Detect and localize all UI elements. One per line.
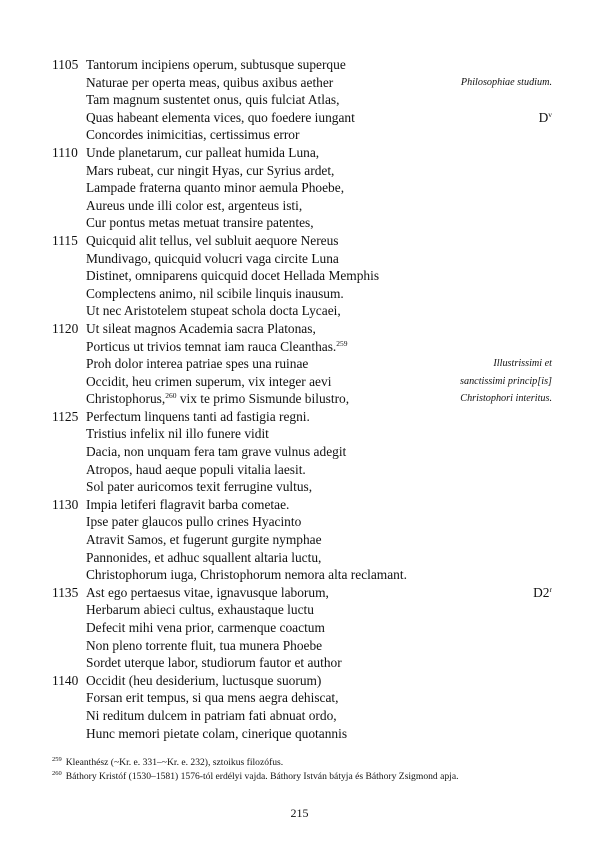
footnote-number: 260: [52, 770, 62, 777]
verse-text: Porticus ut trivios temnat iam rauca Cleanthas.$^{259}$: [86, 338, 348, 354]
verse-line: [52, 707, 552, 725]
footnote-text: Báthory Kristóf (1530–1581) 1576-tól erdélyi vajda. Báthory István bátyja és Báthory Zsigmond apja.: [65, 771, 459, 782]
verse-text: Concordes inimicitias, certissimus error: [86, 127, 300, 143]
verse-line: [52, 56, 552, 74]
marginal-note: sanctissimi princip[is]: [460, 375, 552, 387]
verse-line: [52, 672, 552, 690]
verse-line: [52, 232, 552, 250]
verse-line: [52, 267, 552, 285]
verse-line: [52, 637, 552, 655]
verse-line: [52, 496, 552, 514]
verse-text: Christophorus,$^{260}$ vix te primo Sismunde bilustro,: [86, 391, 350, 407]
verse-line: [52, 549, 552, 567]
line-number: 1130: [52, 496, 79, 512]
verse-line: [52, 425, 552, 443]
verse-text: Ipse pater glaucos pullo crines Hyacinto: [86, 514, 302, 530]
footnotes: [52, 756, 552, 784]
verse-line: [52, 689, 552, 707]
verse-line: [52, 109, 552, 127]
verse-text: Occidit (heu desiderium, luctusque suorum): [86, 672, 322, 688]
verse-text: Cur pontus metas metuat transire patentes,: [86, 215, 314, 231]
footnote-text: Kleanthész (~Kr. e. 331–~Kr. e. 232), sztoikus filozófus.: [65, 757, 284, 768]
verse-text: Non pleno torrente fluit, tua munera Phoebe: [86, 637, 323, 653]
verse-text: Herbarum abieci cultus, exhaustaque luctu: [86, 602, 314, 618]
verse-line: [52, 338, 552, 356]
line-number: 1140: [52, 672, 79, 688]
verse-line: [52, 214, 552, 232]
verse-text: Quas habeant elementa vices, quo foedere iungant: [86, 109, 355, 125]
verse-line: [52, 179, 552, 197]
page-number: 215: [290, 806, 309, 820]
verse-line: [52, 461, 552, 479]
verse-line: [52, 302, 552, 320]
verse-text: Aureus unde illi color est, argenteus isti,: [86, 197, 303, 213]
verse-text: Impia letiferi flagravit barba cometae.: [86, 496, 290, 512]
poem-body: [52, 56, 552, 742]
footnote: [52, 756, 552, 770]
verse-text: Mars rubeat, cur ningit Hyas, cur Syrius ardet,: [86, 162, 335, 178]
footnote-ref: 260: [165, 391, 177, 401]
verse-line: [52, 126, 552, 144]
verse-text: Dacia, non unquam fera tam grave vulnus adegit: [86, 444, 347, 460]
verse-text: Atravit Samos, et fugerunt gurgite nymphae: [86, 532, 322, 548]
verse-text: Naturae per operta meas, quibus axibus aether: [86, 74, 334, 90]
signature-mark: D2$^r$: [533, 584, 552, 600]
line-number: 1135: [52, 584, 79, 600]
verse-text: Forsan erit tempus, si qua mens aegra dehiscat,: [86, 690, 339, 706]
verse-text: Tantorum incipiens operum, subtusque superque: [86, 57, 346, 72]
verse-line: [52, 513, 552, 531]
verse-line: [52, 654, 552, 672]
verse-line: [52, 355, 552, 373]
verse-text: Ni reditum dulcem in patriam fati abnuat ordo,: [86, 707, 337, 723]
verse-text: Mundivago, quicquid volucri vaga circite Luna: [86, 250, 339, 266]
verse-line: [52, 162, 552, 180]
verse-line: [52, 584, 552, 602]
verse-text: Defecit mihi vena prior, carmenque coactum: [86, 620, 325, 635]
verse-text: Ut sileat magnos Academia sacra Platonas,: [86, 320, 316, 336]
footnote: [52, 770, 552, 784]
verse-line: [52, 725, 552, 743]
line-number: 1115: [52, 232, 78, 248]
verse-text: Tam magnum sustentet onus, quis fulciat Atlas,: [86, 92, 340, 108]
verse-line: [52, 531, 552, 549]
verse-text: Complectens animo, nil scibile linquis inausum.: [86, 285, 344, 301]
verse-text: Atropos, haud aeque populi vitalia laesit.: [86, 461, 306, 477]
line-number: 1110: [52, 144, 78, 160]
verse-text: Quicquid alit tellus, vel subluit aequore Nereus: [86, 232, 339, 248]
verse-line: [52, 601, 552, 619]
verse-line: [52, 619, 552, 637]
verse-line: [52, 91, 552, 109]
verse-line: [52, 74, 552, 92]
marginal-note: Illustrissimi et: [493, 358, 552, 370]
verse-text: Occidit, heu crimen superum, vix integer aevi: [86, 373, 332, 389]
verse-line: [52, 250, 552, 268]
footnote-number: 259: [52, 756, 62, 763]
verse-text: Unde planetarum, cur palleat humida Luna,: [86, 144, 320, 160]
verse-line: [52, 373, 552, 391]
verse-text: Proh dolor interea patriae spes una ruinae: [86, 356, 309, 372]
marginal-note: Christophori interitus.: [460, 393, 552, 405]
verse-text: Sordet uterque labor, studiorum fautor et author: [86, 655, 342, 671]
line-number: 1105: [52, 57, 79, 72]
verse-text: Ast ego pertaesus vitae, ignavusque laborum,: [86, 584, 329, 600]
verse-line: [52, 144, 552, 162]
footnote-ref: 259: [336, 338, 348, 348]
verse-text: Perfectum linquens tanti ad fastigia regni.: [86, 408, 310, 424]
line-number: 1120: [52, 320, 79, 336]
verse-text: Lampade fraterna quanto minor aemula Phoebe,: [86, 180, 345, 196]
signature-mark: $D^v$: [538, 109, 552, 125]
verse-line: [52, 390, 552, 408]
verse-text: Ut nec Aristotelem stupeat schola docta Lycaei,: [86, 303, 341, 319]
verse-text: Christophorum iuga, Christophorum nemora alta reclamant.: [86, 567, 407, 583]
marginal-note: Philosophiae studium.: [460, 76, 552, 88]
verse-line: [52, 478, 552, 496]
line-number: 1125: [52, 408, 79, 424]
verse-text: Distinet, omniparens quicquid docet Hellada Memphis: [86, 268, 380, 284]
verse-line: [52, 320, 552, 338]
verse-text: Sol pater auricomos texit ferrugine vultus,: [86, 479, 313, 495]
verse-text: Hunc memori pietate colam, cinerique quotannis: [86, 725, 348, 741]
verse-line: [52, 197, 552, 215]
verse-line: [52, 443, 552, 461]
verse-line: [52, 285, 552, 303]
verse-text: Tristius infelix nil illo funere vidit: [86, 426, 269, 442]
verse-line: [52, 566, 552, 584]
verse-line: [52, 408, 552, 426]
verse-text: Pannonides, et adhuc squallent altaria luctu,: [86, 549, 322, 565]
